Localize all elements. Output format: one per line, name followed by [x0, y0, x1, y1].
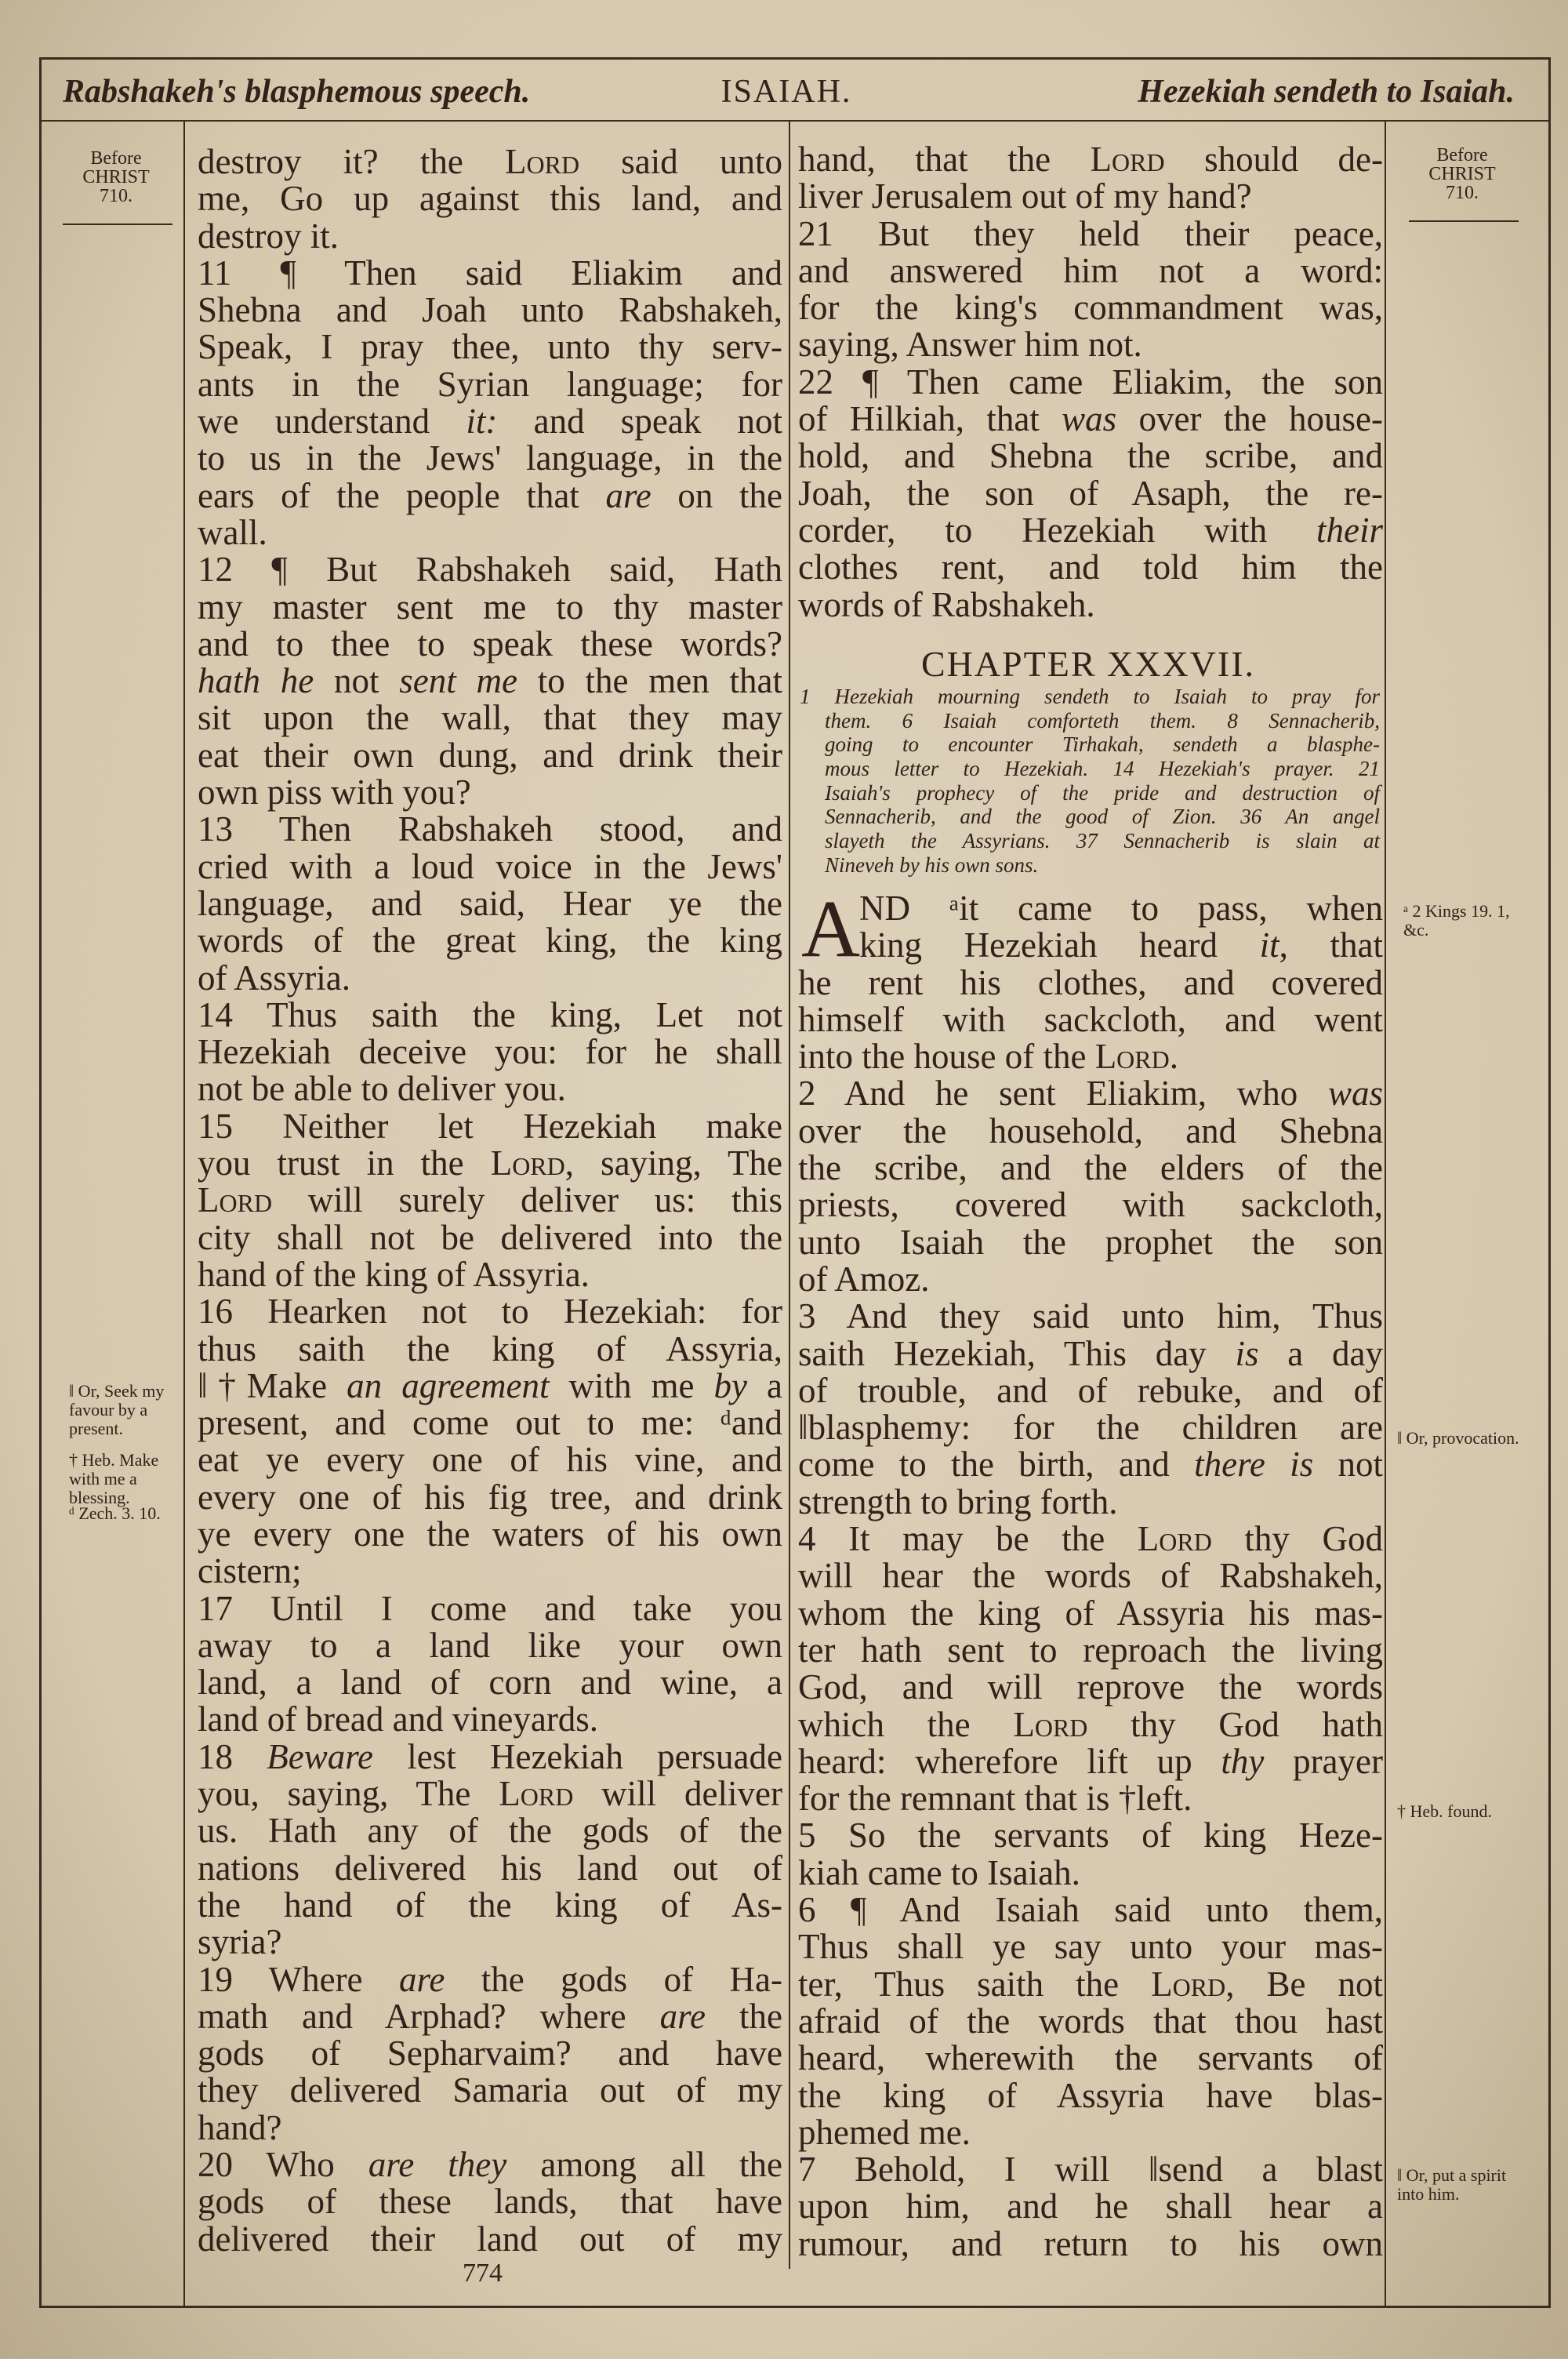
summary-line: them. 6 Isaiah comforteth them. 8 Sennacherib,: [825, 708, 1380, 732]
text-line: whom the king of Assyria his mas-: [798, 1593, 1383, 1633]
text-line: ‖†Make an agreement with me by a: [198, 1365, 783, 1405]
text-line: liver Jerusalem out of my hand?: [798, 176, 1252, 216]
text-line: nations delivered his land out of: [198, 1848, 782, 1888]
date-christ: CHRIST: [82, 167, 150, 187]
marginal-note-provocation: ‖ Or, provocation.: [1397, 1428, 1519, 1448]
text-line: hand?: [198, 2107, 282, 2147]
text-line: of Hilkiah, that was over the house-: [798, 399, 1383, 439]
date-rule-left: [63, 224, 172, 225]
text-line: land, a land of corn and wine, a: [198, 1663, 782, 1703]
text-line: heard: wherefore lift up thy prayer: [798, 1741, 1383, 1781]
text-line: 15 Neither let Hezekiah make: [198, 1106, 782, 1146]
book-title: ISAIAH.: [720, 74, 852, 110]
running-head-left: Rabshakeh's blasphemous speech.: [63, 74, 531, 110]
text-line: 22 ¶ Then came Eliakim, the son: [798, 362, 1383, 402]
text-line: saith Hezekiah, This day is a day: [798, 1333, 1383, 1373]
header-rule: [39, 120, 1551, 122]
text-line: ter, Thus saith the Lord, Be not: [798, 1964, 1384, 2004]
text-line: which the Lord thy God hath: [798, 1704, 1383, 1744]
date-rule-right: [1409, 220, 1519, 222]
text-line: come to the birth, and there is not: [798, 1445, 1383, 1485]
text-line: ants in the Syrian language; for: [198, 364, 782, 404]
text-line: Hezekiah deceive you: for he shall: [198, 1032, 782, 1072]
text-line: Thus shall ye say unto your mas-: [798, 1927, 1383, 1967]
text-line: the hand of the king of As-: [198, 1885, 782, 1925]
marginal-note-heb-found: † Heb. found.: [1397, 1801, 1492, 1821]
text-line: 3 And they said unto him, Thus: [798, 1296, 1383, 1336]
summary-line: Nineveh by his own sons.: [825, 852, 1039, 877]
text-line: rumour, and return to his own: [798, 2223, 1383, 2263]
text-line: upon him, and he shall hear a: [798, 2186, 1383, 2226]
page-number: 774: [463, 2259, 503, 2288]
text-line: land of bread and vineyards.: [198, 1699, 599, 1739]
text-line: you trust in the Lord, saying, The: [198, 1143, 783, 1183]
text-line: clothes rent, and told him the: [798, 547, 1383, 587]
text-line: the scribe, and the elders of the: [798, 1148, 1383, 1188]
text-line: himself with sackcloth, and went: [798, 999, 1383, 1039]
text-line: God, and will reprove the words: [798, 1667, 1383, 1707]
text-line: thus saith the king of Assyria,: [198, 1329, 782, 1369]
text-line: delivered their land out of my: [198, 2219, 782, 2259]
date-christ: CHRIST: [1428, 164, 1496, 184]
text-line: phemed me.: [798, 2112, 971, 2152]
right-text-column-body: [798, 884, 1384, 2263]
text-line: 2 And he sent Eliakim, who was: [798, 1074, 1383, 1114]
text-line: destroy it.: [198, 216, 339, 256]
text-line: own piss with you?: [198, 772, 471, 812]
text-line: gods of these lands, that have: [198, 2182, 782, 2222]
right-margin-rule: [1385, 120, 1386, 2308]
text-line: ND ᵃit came to pass, when: [859, 889, 1383, 928]
text-line: the king of Assyria have blas-: [798, 2075, 1383, 2115]
text-line: ears of the people that are on the: [198, 475, 782, 515]
text-line: words of the great king, the king: [198, 921, 782, 961]
text-line: cistern;: [198, 1551, 302, 1591]
text-line: Shebna and Joah unto Rabshakeh,: [198, 290, 782, 330]
running-head-right: Hezekiah sendeth to Isaiah.: [1138, 74, 1515, 110]
text-line: eat their own dung, and drink their: [198, 735, 782, 775]
summary-line: slayeth the Assyrians. 37 Sennacherib is slain at: [825, 829, 1380, 853]
text-line: Joah, the son of Asaph, the re-: [798, 473, 1383, 513]
text-line: 18 Beware lest Hezekiah persuade: [198, 1736, 782, 1776]
text-line: every one of his fig tree, and drink: [198, 1477, 782, 1517]
text-line: heard, wherewith the servants of: [798, 2038, 1383, 2078]
text-line: king Hezekiah heard it, that: [859, 925, 1384, 965]
text-line: they delivered Samaria out of my: [198, 2070, 782, 2110]
text-line: for the king's commandment was,: [798, 288, 1383, 328]
date-year: 710.: [1446, 183, 1479, 203]
text-line: and to thee to speak these words?: [198, 623, 782, 663]
text-line: 20 Who are they among all the: [198, 2145, 782, 2185]
text-line: 4 It may be the Lord thy God: [798, 1519, 1383, 1559]
text-line: me, Go up against this land, and: [198, 179, 782, 219]
text-line: you, saying, The Lord will deliver: [198, 1774, 782, 1814]
text-line: 21 But they held their peace,: [798, 213, 1383, 253]
text-line: 19 Where are the gods of Ha-: [198, 1959, 783, 1999]
text-line: 14 Thus saith the king, Let not: [198, 994, 782, 1034]
text-line: corder, to Hezekiah with their: [798, 510, 1383, 550]
text-line: for the remnant that is †left.: [798, 1779, 1192, 1819]
text-line: destroy it? the Lord said unto: [198, 142, 782, 181]
text-line: 17 Until I come and take you: [198, 1588, 782, 1628]
text-line: sit upon the wall, that they may: [198, 698, 782, 738]
text-line: of trouble, and of rebuke, and of: [798, 1370, 1383, 1410]
text-line: hold, and Shebna the scribe, and: [798, 436, 1383, 476]
marginal-note-heb-blessing: † Heb. Make with me a blessing.: [69, 1450, 159, 1507]
text-line: not be able to deliver you.: [198, 1069, 566, 1109]
text-line: strength to bring forth.: [798, 1481, 1118, 1521]
text-line: ye every one the waters of his own: [198, 1514, 782, 1554]
text-line: 16 Hearken not to Hezekiah: for: [198, 1292, 782, 1332]
date-year: 710.: [100, 186, 132, 206]
text-line: language, and said, Hear ye the: [198, 883, 782, 923]
marginal-note-spirit: ‖ Or, put a spirit into him.: [1397, 2165, 1507, 2204]
text-line: over the household, and Shebna: [798, 1110, 1383, 1150]
date-note-right: [1403, 146, 1521, 202]
marginal-note-seek-favour: ‖ Or, Seek my favour by a present.: [69, 1381, 165, 1438]
summary-line: going to encounter Tirhakah, sendeth a blasphe-: [825, 732, 1380, 757]
text-line: afraid of the words that thou hast: [798, 2001, 1383, 2041]
text-line: kiah came to Isaiah.: [798, 1852, 1080, 1892]
text-line: 13 Then Rabshakeh stood, and: [198, 809, 782, 849]
text-line: saying, Answer him not.: [798, 325, 1142, 365]
right-text-column-top: [798, 141, 1383, 623]
text-line: ‖blasphemy: for the children are: [798, 1408, 1383, 1448]
text-line: syria?: [198, 1922, 282, 1962]
text-line: to us in the Jews' language, in the: [198, 438, 782, 478]
text-line: of Amoz.: [798, 1259, 930, 1299]
text-line: ter hath sent to reproach the living: [798, 1630, 1383, 1670]
text-line: away to a land like your own: [198, 1625, 782, 1665]
date-note-left: [57, 149, 175, 205]
cross-reference-zech: ᵈ Zech. 3. 10.: [69, 1503, 161, 1523]
text-line: words of Rabshakeh.: [798, 584, 1095, 624]
left-margin-rule: [183, 120, 185, 2308]
text-line: will hear the words of Rabshakeh,: [798, 1556, 1383, 1596]
text-line: hath he not sent me to the men that: [198, 661, 782, 701]
text-line: present, and come out to me: ᵈand: [198, 1403, 782, 1443]
summary-line: mous letter to Hezekiah. 14 Hezekiah's prayer. 21: [825, 757, 1380, 781]
chapter-summary: [800, 685, 1380, 878]
text-line: 12 ¶ But Rabshakeh said, Hath: [198, 550, 782, 590]
summary-line: Isaiah's prophecy of the pride and destruction of: [825, 780, 1380, 805]
text-line: hand of the king of Assyria.: [198, 1254, 590, 1294]
left-text-column: [198, 144, 782, 2258]
text-line: he rent his clothes, and covered: [798, 962, 1383, 1002]
cross-reference-kings: ᵃ 2 Kings 19. 1, &c.: [1403, 901, 1510, 940]
text-line: Lord will surely deliver us: this: [198, 1180, 782, 1220]
text-line: Speak, I pray thee, unto thy serv-: [198, 327, 782, 367]
date-before: Before: [1436, 145, 1488, 165]
text-line: us. Hath any of the gods of the: [198, 1811, 782, 1851]
text-line: priests, covered with sackcloth,: [798, 1185, 1383, 1225]
summary-line: 1 Hezekiah mourning sendeth to Isaiah to pray for: [800, 685, 1380, 708]
drop-cap: A: [801, 884, 861, 974]
text-line: wall.: [198, 512, 267, 552]
text-line: gods of Sepharvaim? and have: [198, 2034, 782, 2074]
text-line: eat ye every one of his vine, and: [198, 1440, 782, 1480]
text-line: my master sent me to thy master: [198, 587, 782, 627]
summary-line: Sennacherib, and the good of Zion. 36 An angel: [825, 805, 1380, 829]
text-line: 7 Behold, I will ‖send a blast: [798, 2150, 1383, 2190]
text-line: math and Arphad? where are the: [198, 1996, 783, 2036]
text-line: into the house of the Lord.: [798, 1037, 1178, 1077]
text-line: 6 ¶ And Isaiah said unto them,: [798, 1890, 1383, 1930]
text-line: we understand it: and speak not: [198, 402, 782, 442]
text-line: unto Isaiah the prophet the son: [798, 1222, 1383, 1262]
date-before: Before: [90, 148, 142, 169]
text-line: and answered him not a word:: [798, 250, 1383, 290]
chapter-heading: CHAPTER XXXVII.: [920, 644, 1256, 684]
text-line: 5 So the servants of king Heze-: [798, 1816, 1383, 1856]
column-divider: [789, 120, 790, 2269]
text-line: city shall not be delivered into the: [198, 1217, 782, 1257]
text-line: 11 ¶ Then said Eliakim and: [198, 253, 782, 293]
text-line: of Assyria.: [198, 958, 350, 998]
text-line: hand, that the Lord should de-: [798, 140, 1383, 179]
text-line: cried with a loud voice in the Jews': [198, 846, 782, 886]
